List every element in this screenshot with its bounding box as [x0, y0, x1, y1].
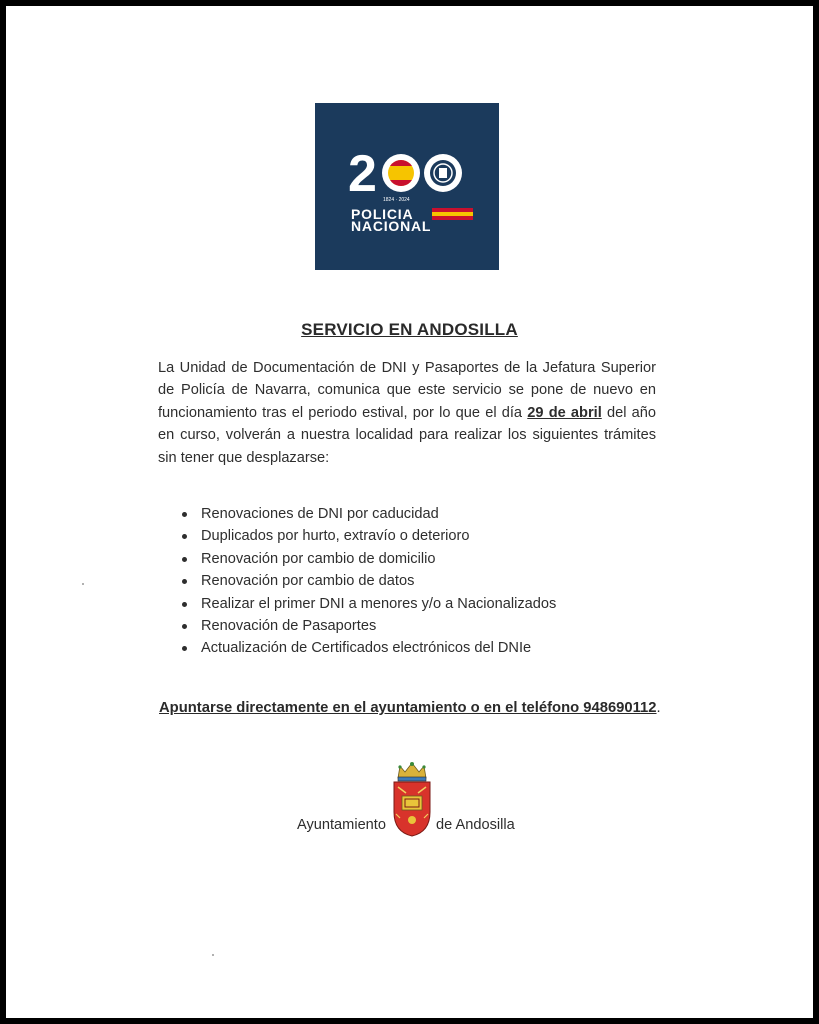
- logo-digit-two: 2: [348, 145, 377, 203]
- logo-line-policia: POLICIA: [351, 206, 414, 222]
- paragraph-outro: del año en curso, volverán a nuestra localidad para realizar los siguientes trámites sin tener que desplazarse:: [158, 404, 656, 466]
- services-list: [182, 503, 556, 660]
- list-item: Duplicados por hurto, extravío o deterioro: [182, 525, 556, 547]
- policia-nacional-200-logo: [315, 103, 499, 270]
- scan-speck: [212, 954, 214, 956]
- signature-ayuntamiento: Ayuntamiento: [297, 817, 386, 833]
- contact-period: .: [656, 700, 661, 716]
- list-item: Renovación de Pasaportes: [182, 615, 556, 637]
- announcement-paragraph: [158, 357, 656, 469]
- list-item: Renovación por cambio de domicilio: [182, 548, 556, 570]
- page-title: SERVICIO EN ANDOSILLA: [301, 320, 518, 339]
- logo-years: 1824 · 2024: [383, 197, 410, 203]
- list-item: Renovaciones de DNI por caducidad: [182, 503, 556, 525]
- logo-line-nacional: NACIONAL: [351, 218, 432, 234]
- list-item: Actualización de Certificados electrónicos del DNIe: [182, 637, 556, 659]
- list-item: Renovación por cambio de datos: [182, 570, 556, 592]
- contact-line: [159, 700, 661, 716]
- contact-text: Apuntarse directamente en el ayuntamiento o en el teléfono 948690112: [159, 700, 657, 716]
- andosilla-coat-of-arms-icon: [390, 760, 434, 838]
- paragraph-intro: La Unidad de Documentación de DNI y Pasaportes de la Jefatura Superior de Policía de Navarra, comunica que este servicio se pone de nuevo en funcionamiento tras el periodo estival, por lo que el día: [158, 360, 656, 421]
- signature-andosilla: de Andosilla: [436, 817, 515, 833]
- service-date: 29 de abril: [527, 404, 602, 421]
- scan-speck: [82, 583, 84, 585]
- list-item: Realizar el primer DNI a menores y/o a Nacionalizados: [182, 593, 556, 615]
- logo-graphic: [315, 103, 499, 270]
- document-page: [6, 6, 813, 1018]
